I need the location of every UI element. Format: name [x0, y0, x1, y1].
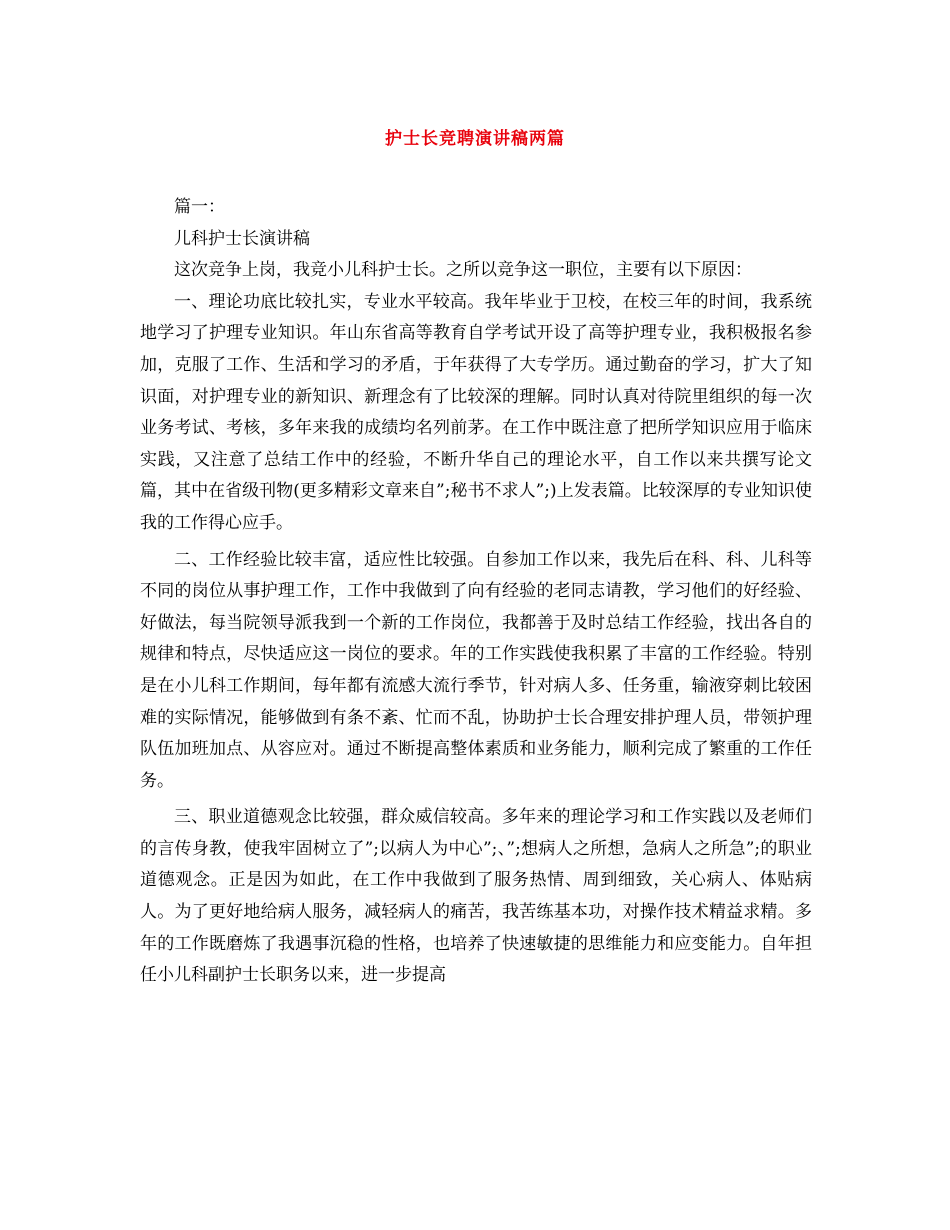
paragraph-point-2: 二、工作经验比较丰富，适应性比较强。自参加工作以来，我先后在科、科、儿科等不同的岗位从事护理工作，工作中我做到了向有经验的老同志请教，学习他们的好经验、好做法，每当院领导派我到一个新的工作岗位，我都善于及时总结工作经验，找出各自的规律和特点，尽快适应这一岗位的要求。年的工作实践使我积累了丰富的工作经验。特别是在小儿科工作期间，每年都有流感大流行季节，针对病人多、任务重，输液穿刺比较困难的实际情况，能够做到有条不紊、忙而不乱，协助护士长合理安排护理人员，带领护理队伍加班加点、从容应对。通过不断提高整体素质和业务能力，顺利完成了繁重的工作任务。 — [140, 549, 812, 791]
document-body — [140, 192, 812, 992]
paragraph-point-1: 一、理论功底比较扎实，专业水平较高。我年毕业于卫校，在校三年的时间，我系统地学习了护理专业知识。年山东省高等教育自学考试开设了高等护理专业，我积极报名参加，克服了工作、生活和学习的矛盾，于年获得了大专学历。通过勤奋的学习，扩大了知识面，对护理专业的新知识、新理念有了比较深的理解。同时认真对待院里组织的每一次业务考试、考核，多年来我的成绩均名列前茅。在工作中既注意了把所学知识应用于临床实践，又注意了总结工作中的经验，不断升华自己的理论水平，自工作以来共撰写论文篇，其中在省级刊物(更多精彩文章来自”;秘书不求人”;)上发表篇。比较深厚的专业知识使我的工作得心应手。 — [140, 291, 812, 533]
document-title: 护士长竞聘演讲稿两篇 — [385, 129, 565, 149]
paragraph-intro: 这次竞争上岗，我竞小儿科护士长。之所以竞争这一职位，主要有以下原因： — [174, 260, 752, 281]
paragraph-point-3: 三、职业道德观念比较强，群众威信较高。多年来的理论学习和工作实践以及老师们的言传身教，使我牢固树立了”;以病人为中心”;、”;想病人之所想，急病人之所急”;的职业道德观念。正是因为如此，在工作中我做到了服务热情、周到细致，关心病人、体贴病人。为了更好地给病人服务，减轻病人的痛苦，我苦练基本功，对操作技术精益求精。多年的工作既磨炼了我遇事沉稳的性格，也培养了快速敏捷的思维能力和应变能力。自年担任小儿科副护士长职务以来，进一步提高 — [140, 807, 812, 986]
paragraph-part-label: 篇一： — [174, 197, 225, 217]
paragraph-subtitle: 儿科护士长演讲稿 — [174, 228, 310, 249]
